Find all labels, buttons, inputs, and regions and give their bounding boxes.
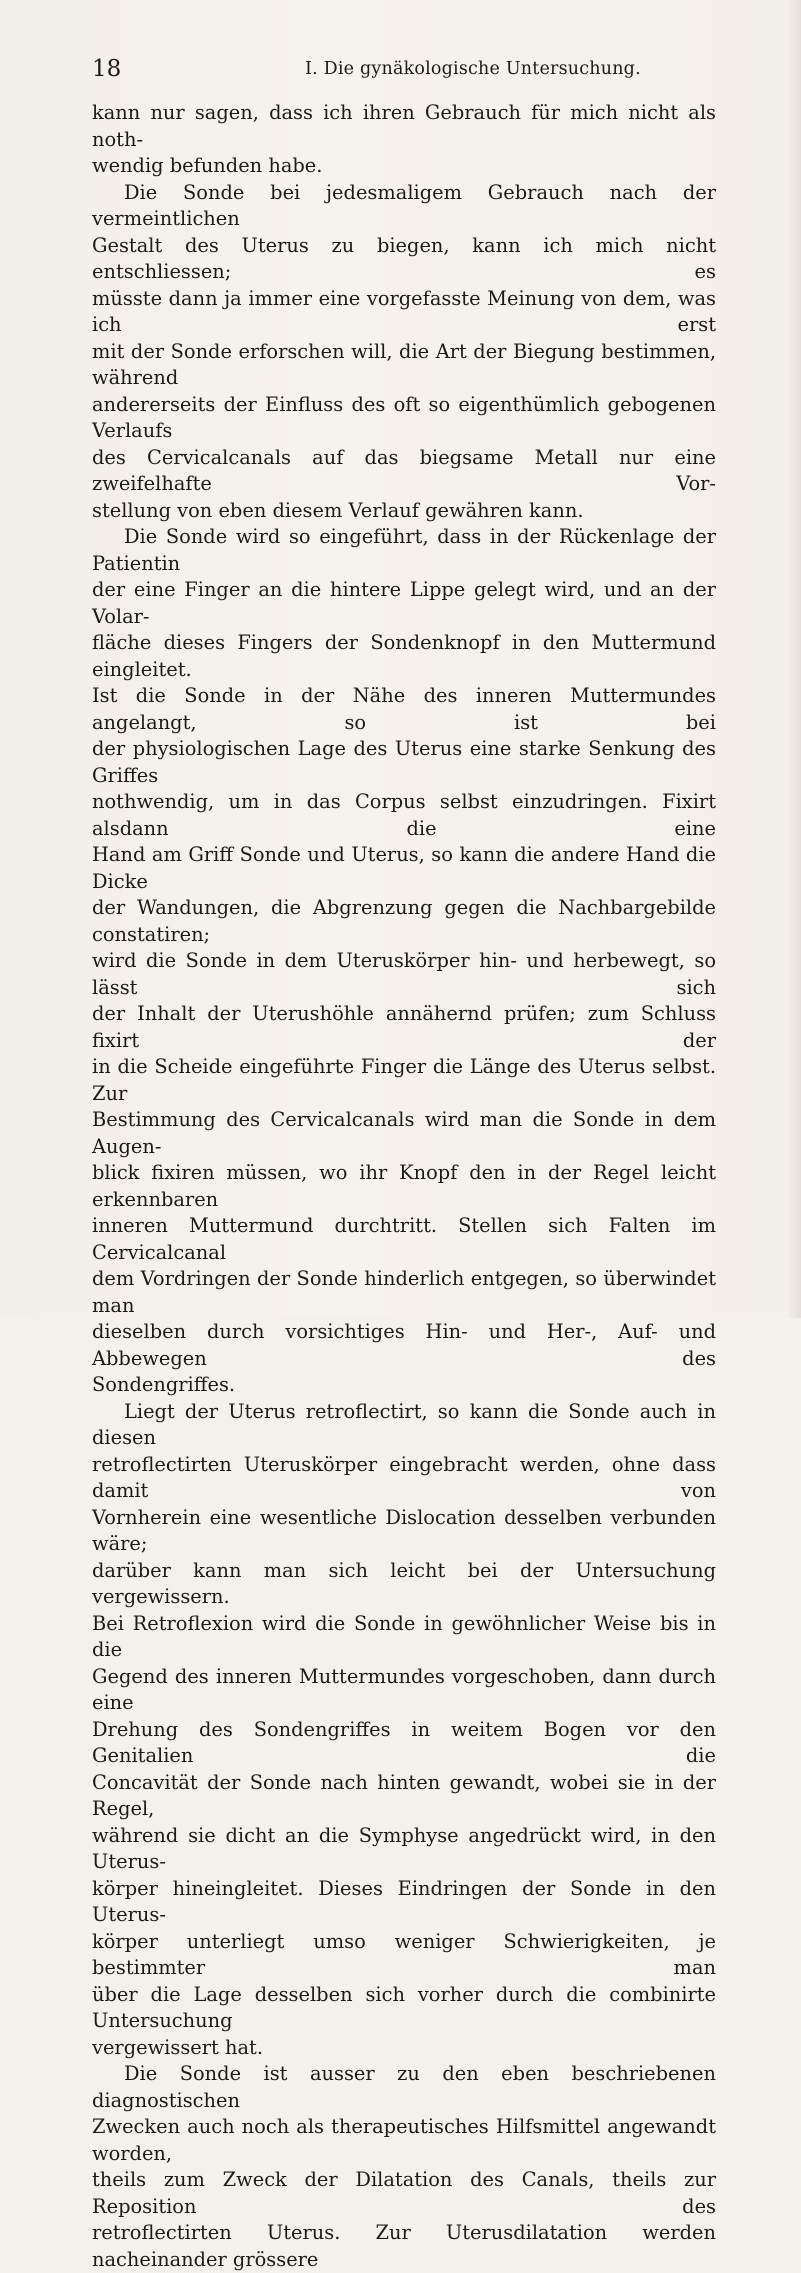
text-line: Die Sonde bei jedesmaligem Gebrauch nach der vermeintlichen bbox=[92, 180, 716, 230]
text-line: Ist die Sonde in der Nähe des inneren Muttermundes angelangt, so ist bei bbox=[92, 684, 716, 734]
text-line: Bei Retroflexion wird die Sonde in gewöhnlicher Weise bis in die bbox=[92, 1611, 716, 1661]
body-text bbox=[92, 100, 716, 2273]
text-line: Concavität der Sonde nach hinten gewandt, wobei sie in der Regel, bbox=[92, 1770, 716, 1820]
text-line: Drehung des Sondengriffes in weitem Bogen vor den Genitalien die bbox=[92, 1717, 716, 1767]
paragraph bbox=[92, 180, 716, 525]
text-line: Vornherein eine wesentliche Dislocation desselben verbunden wäre; bbox=[92, 1505, 716, 1555]
text-line: der physiologischen Lage des Uterus eine starke Senkung des Griffes bbox=[92, 737, 716, 787]
text-line: müsste dann ja immer eine vorgefasste Meinung von dem, was ich erst bbox=[92, 286, 716, 336]
text-line: mit der Sonde erforschen will, die Art der Biegung bestimmen, während bbox=[92, 339, 716, 389]
text-line: der eine Finger an die hintere Lippe gelegt wird, und an der Volar- bbox=[92, 578, 716, 628]
text-line: kann nur sagen, dass ich ihren Gebrauch für mich nicht als noth- bbox=[92, 101, 716, 151]
text-line: fläche dieses Fingers der Sondenknopf in den Muttermund eingleitet. bbox=[92, 631, 716, 681]
text-line: körper hineingleitet. Dieses Eindringen der Sonde in den Uterus- bbox=[92, 1876, 716, 1926]
paragraph bbox=[92, 100, 716, 180]
text-line: Die Sonde wird so eingeführt, dass in der Rückenlage der Patientin bbox=[92, 525, 716, 575]
text-line: Liegt der Uterus retroflectirt, so kann die Sonde auch in diesen bbox=[92, 1399, 716, 1449]
text-line: Die Sonde ist ausser zu den eben beschriebenen diagnostischen bbox=[92, 2062, 716, 2112]
text-line: in die Scheide eingeführte Finger die Länge des Uterus selbst. Zur bbox=[92, 1055, 716, 1105]
text-line: Gestalt des Uterus zu biegen, kann ich mich nicht entschliessen; es bbox=[92, 233, 716, 283]
text-line: nothwendig, um in das Corpus selbst einzudringen. Fixirt alsdann die eine bbox=[92, 790, 716, 840]
paragraph bbox=[92, 2061, 716, 2273]
text-line: wird die Sonde in dem Uteruskörper hin- und herbewegt, so lässt sich bbox=[92, 949, 716, 999]
text-line: andererseits der Einfluss des oft so eigenthümlich gebogenen Verlaufs bbox=[92, 392, 716, 442]
text-line: über die Lage desselben sich vorher durch die combinirte Untersuchung bbox=[92, 1982, 716, 2032]
text-line: körper unterliegt umso weniger Schwierigkeiten, je bestimmter man bbox=[92, 1929, 716, 1979]
text-line: dieselben durch vorsichtiges Hin- und Her-, Auf- und Abbewegen des bbox=[92, 1320, 716, 1370]
text-line: theils zum Zweck der Dilatation des Canals, theils zur Reposition des bbox=[92, 2168, 716, 2218]
text-line: Bestimmung des Cervicalcanals wird man die Sonde in dem Augen- bbox=[92, 1108, 716, 1158]
page-edge-shadow bbox=[787, 0, 801, 1318]
text-line: retroflectirten Uterus. Zur Uterusdilatation werden nacheinander grössere bbox=[92, 2221, 716, 2271]
paragraph bbox=[92, 524, 716, 1399]
page-number: 18 bbox=[92, 56, 122, 82]
paragraph bbox=[92, 1399, 716, 2062]
text-line: inneren Muttermund durchtritt. Stellen sich Falten im Cervicalcanal bbox=[92, 1214, 716, 1264]
text-line: Hand am Griff Sonde und Uterus, so kann die andere Hand die Dicke bbox=[92, 843, 716, 893]
text-line: der Wandungen, die Abgrenzung gegen die Nachbargebilde constatiren; bbox=[92, 896, 716, 946]
text-line: stellung von eben diesem Verlauf gewähren kann. bbox=[92, 498, 584, 522]
text-line: Sondengriffes. bbox=[92, 1373, 236, 1396]
text-line: retroflectirten Uteruskörper eingebracht werden, ohne dass damit von bbox=[92, 1452, 716, 1502]
text-line: Zwecken auch noch als therapeutisches Hilfsmittel angewandt worden, bbox=[92, 2115, 716, 2165]
text-line: darüber kann man sich leicht bei der Untersuchung vergewissern. bbox=[92, 1558, 716, 1608]
text-line: der Inhalt der Uterushöhle annähernd prüfen; zum Schluss fixirt der bbox=[92, 1002, 716, 1052]
text-line: blick fixiren müssen, wo ihr Knopf den in der Regel leicht erkennbaren bbox=[92, 1161, 716, 1211]
text-line: dem Vordringen der Sonde hinderlich entgegen, so überwindet man bbox=[92, 1267, 716, 1317]
text-line: Gegend des inneren Muttermundes vorgeschoben, dann durch eine bbox=[92, 1664, 716, 1714]
text-line: wendig befunden habe. bbox=[92, 154, 323, 177]
running-title: I. Die gynäkologische Untersuchung. bbox=[305, 59, 641, 79]
page-header bbox=[92, 54, 716, 84]
text-line: des Cervicalcanals auf das biegsame Metall nur eine zweifelhafte Vor- bbox=[92, 445, 716, 495]
text-line: während sie dicht an die Symphyse angedrückt wird, in den Uterus- bbox=[92, 1823, 716, 1873]
text-line: vergewissert hat. bbox=[92, 2035, 263, 2059]
